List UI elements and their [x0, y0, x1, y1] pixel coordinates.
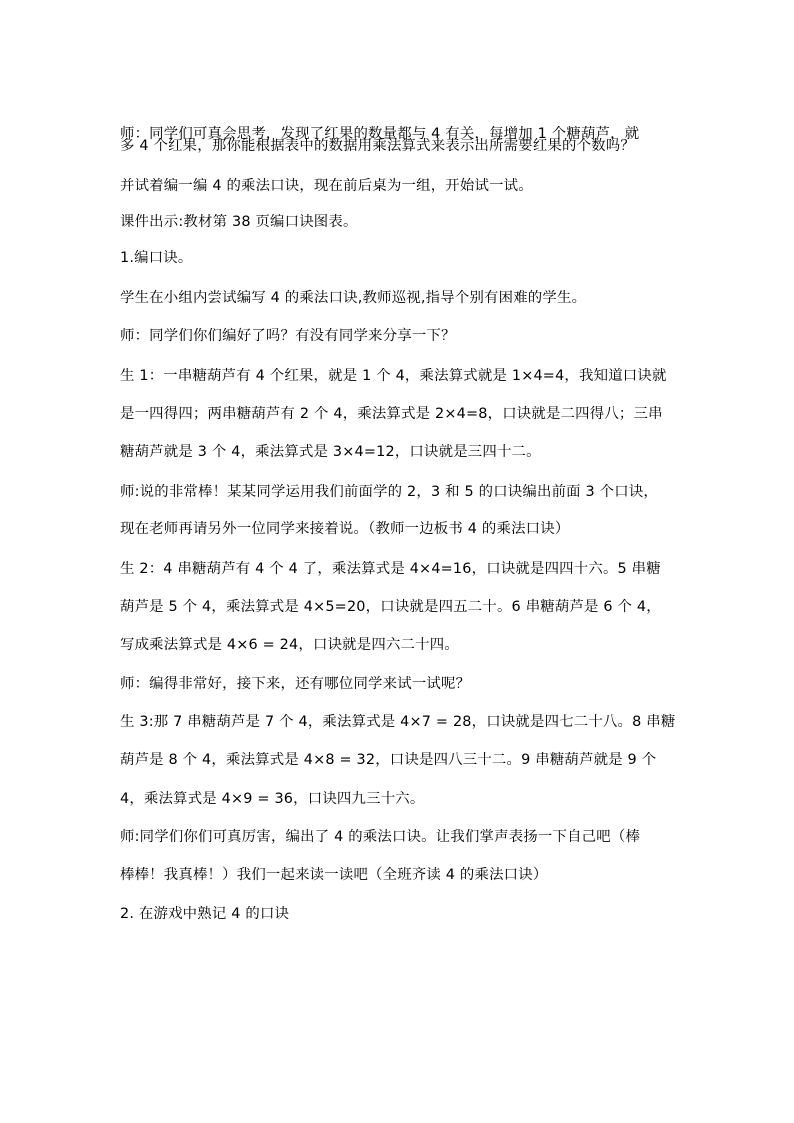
- paragraph-line: 课件出示:教材第 38 页编口诀图表。: [120, 214, 358, 230]
- section-heading: 2. 在游戏中熟记 4 的口诀: [120, 906, 290, 922]
- paragraph-line: 1.编口诀。: [120, 250, 193, 266]
- paragraph-line: 棒棒！我真棒！）我们一起来读一读吧（全班齐读 4 的乘法口诀）: [120, 867, 548, 883]
- paragraph-line: 葫芦是 8 个 4，乘法算式是 4×8 = 32，口诀是四八三十二。9 串糖葫芦就是 9 个: [120, 752, 657, 768]
- paragraph-line: 糖葫芦就是 3 个 4，乘法算式是 3×4=12，口诀就是三四十二。: [120, 444, 541, 460]
- paragraph-line: 现在老师再请另外一位同学来接着说。（教师一边板书 4 的乘法口诀）: [120, 521, 570, 537]
- paragraph-line: 师：同学们你们编好了吗？有没有同学来分享一下？: [120, 328, 456, 344]
- paragraph-line: 写成乘法算式是 4×6 = 24，口诀就是四六二十四。: [120, 637, 459, 653]
- paragraph-line: 师：编得非常好，接下来，还有哪位同学来试一试呢？: [120, 676, 471, 692]
- paragraph-line: 是一四得四；两串糖葫芦有 2 个 4，乘法算式是 2×4=8，口诀就是二四得八；三串: [120, 406, 663, 422]
- paragraph-line: 师:同学们你们可真厉害，编出了 4 的乘法口诀。让我们掌声表扬一下自己吧（棒: [120, 829, 641, 845]
- paragraph-line: 师:说的非常棒！某某同学运用我们前面学的 2，3 和 5 的口诀编出前面 3 个口诀，: [120, 484, 659, 500]
- paragraph-line: 4，乘法算式是 4×9 = 36，口诀四九三十六。: [120, 791, 425, 807]
- paragraph-line: 多 4 个红果，那你能根据表中的数据用乘法算式来表示出所需要红果的个数吗？: [120, 138, 635, 154]
- paragraph-line: 生 1：一串糖葫芦有 4 个红果，就是 1 个 4，乘法算式就是 1×4=4，我知道口诀就: [120, 368, 667, 384]
- paragraph-line: 学生在小组内尝试编写 4 的乘法口诀,教师巡视,指导个别有困难的学生。: [120, 290, 587, 306]
- paragraph-line: 并试着编一编 4 的乘法口诀，现在前后桌为一组，开始试一试。: [120, 178, 533, 194]
- paragraph-line: 葫芦是 5 个 4，乘法算式是 4×5=20，口诀就是四五二十。6 串糖葫芦是 6 个 4，: [120, 599, 661, 615]
- paragraph-line: 生 2：4 串糖葫芦有 4 个 4 了，乘法算式是 4×4=16，口诀就是四四十六。5 串糖: [120, 561, 661, 577]
- paragraph-line: 生 3:那 7 串糖葫芦是 7 个 4，乘法算式是 4×7 = 28，口诀就是四七二十八。8 串糖: [120, 714, 676, 730]
- paragraph-line: 师：同学们可真会思考，发现了红果的数量都与 4 有关，每增加 1 个糖葫芦，就: [120, 126, 640, 142]
